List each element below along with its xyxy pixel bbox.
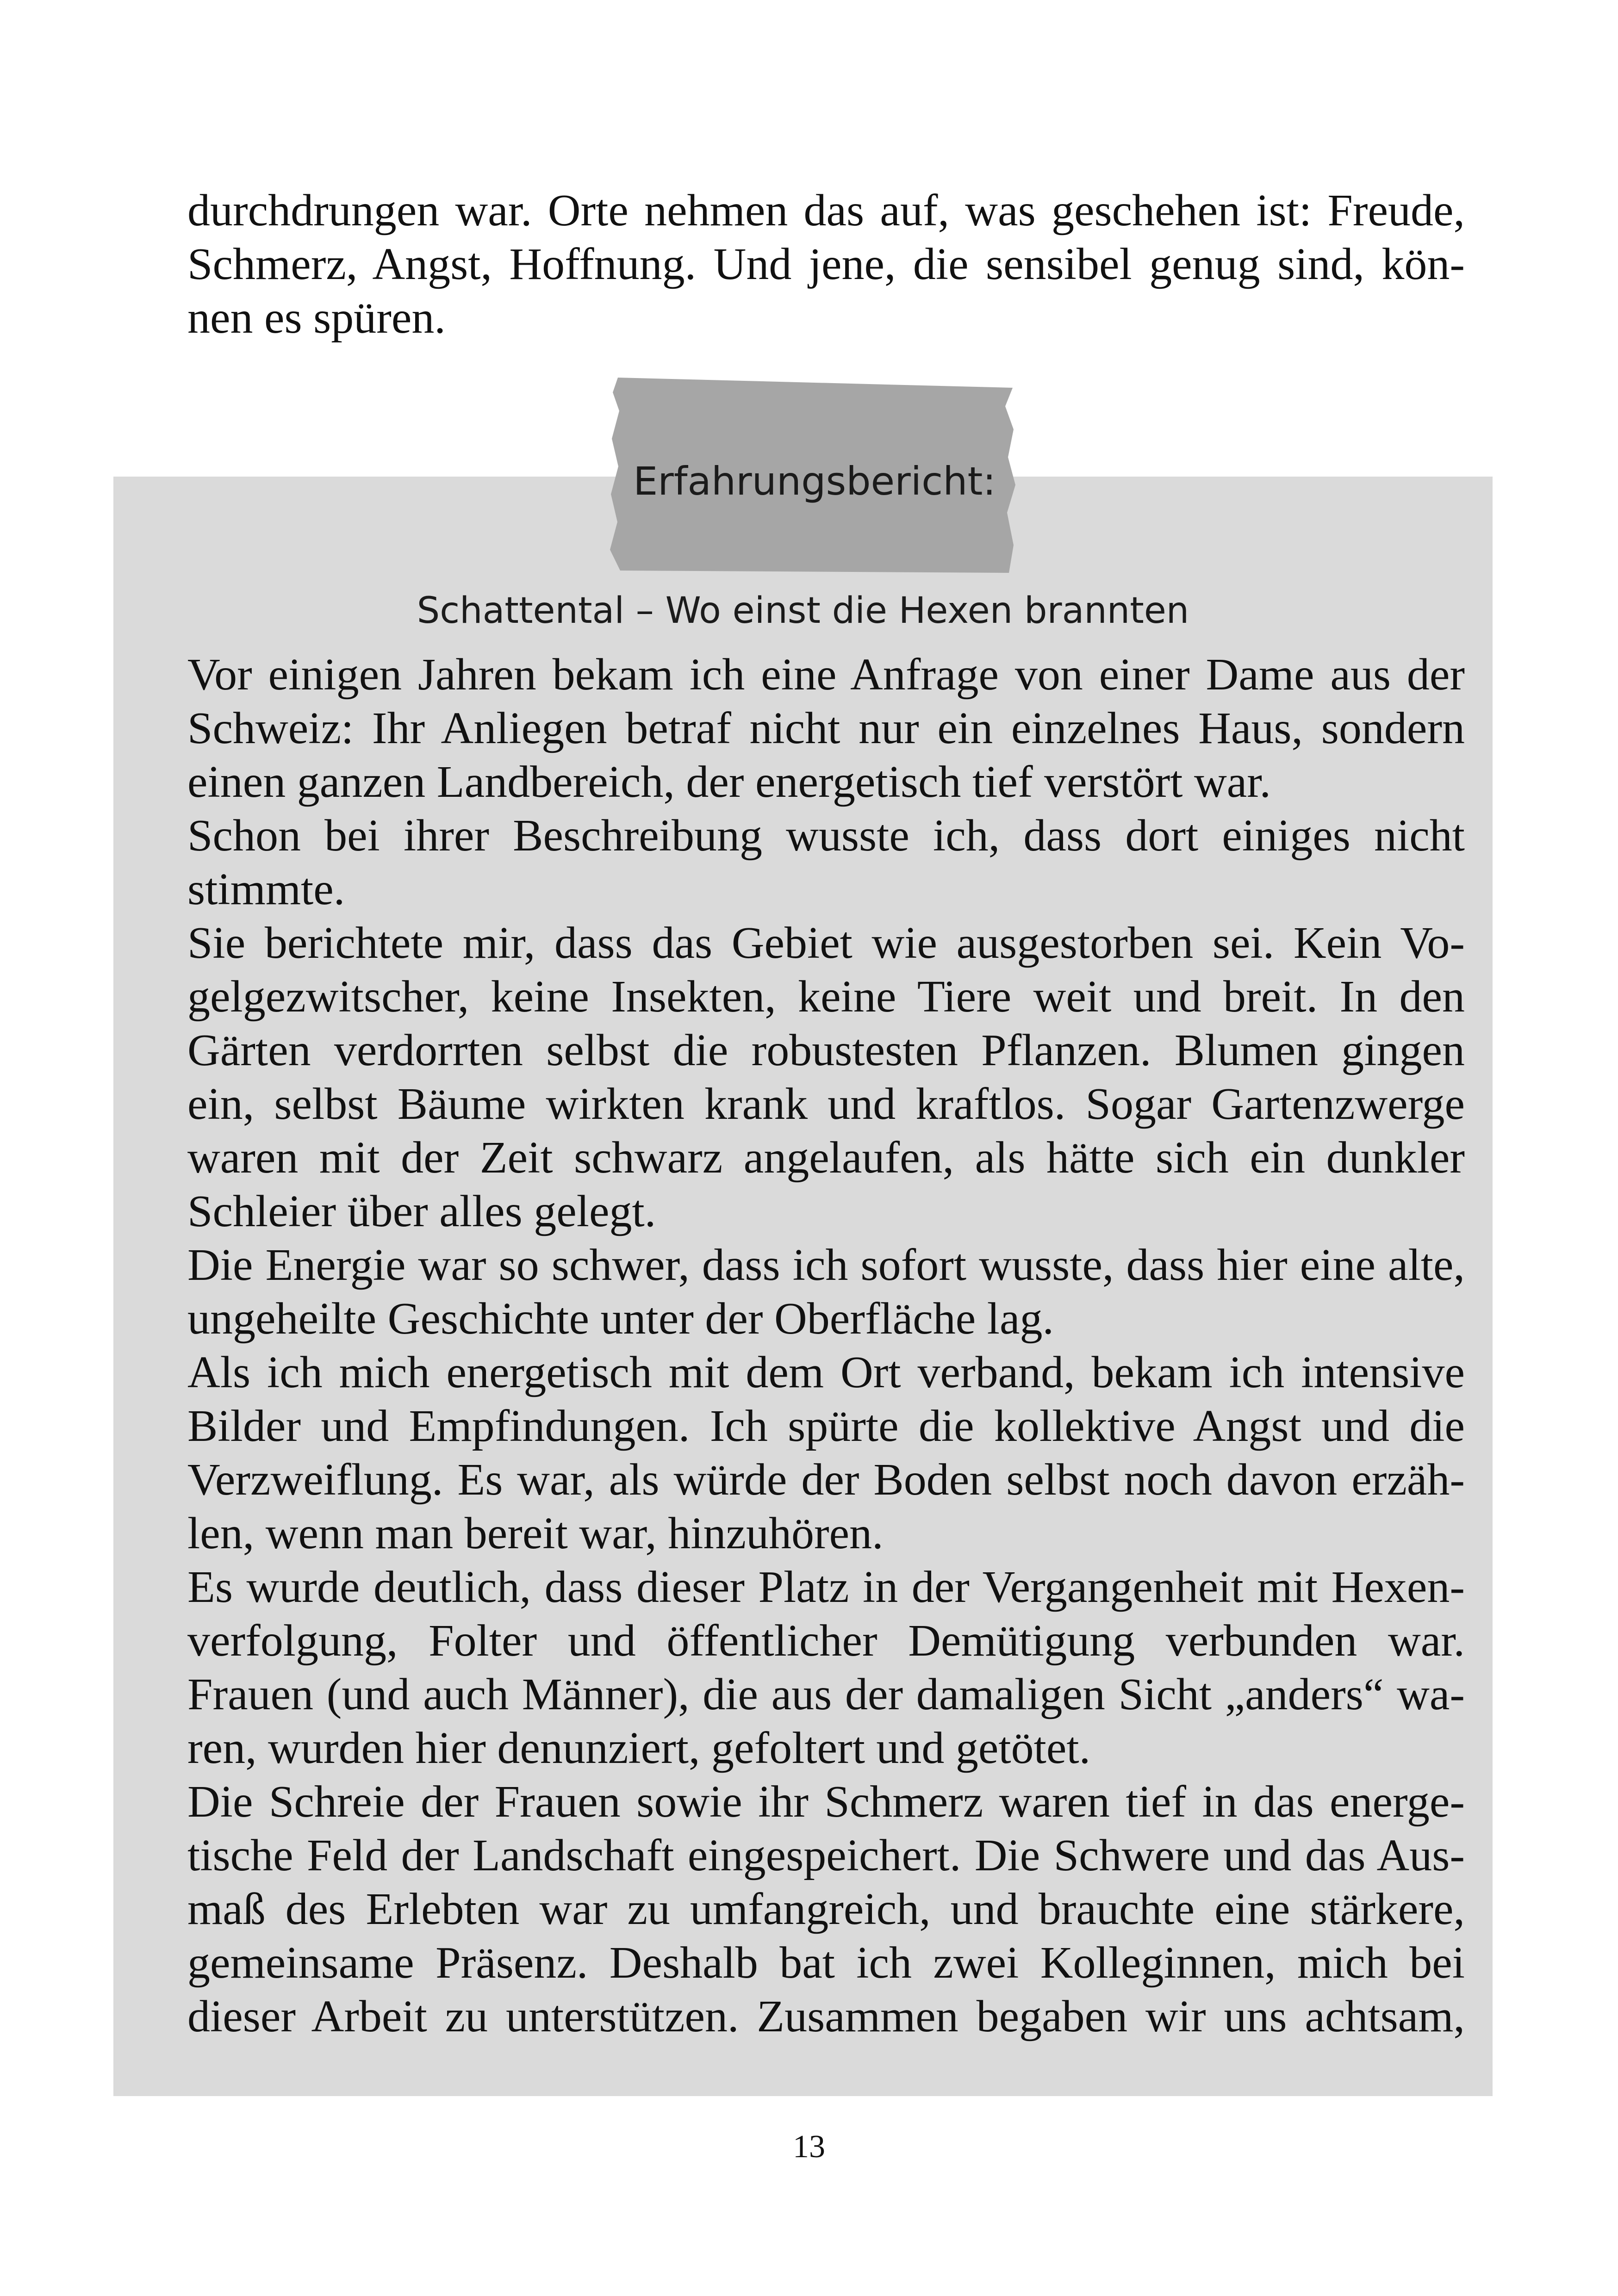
report-label-colon: : [983,459,996,504]
report-title: Schattental – Wo einst die Hexen brannten [417,590,1189,632]
body-line: Frauen (und auch Männer), die aus der damaligen Sicht „anders“ wa- [187,1669,1465,1719]
body-line: stimmte. [187,864,345,914]
report-label-text: Erfahrungsbericht [633,459,983,504]
body-line: Sie berichtete mir, dass das Gebiet wie ausgestorben sei. Kein Vo- [187,918,1465,968]
intro-line: Schmerz, Angst, Hoffnung. Und jene, die sensibel genug sind, kön- [187,239,1465,289]
body-line: Als ich mich energetisch mit dem Ort verband, bekam ich intensive [187,1347,1465,1397]
report-label [606,458,1023,504]
body-line: dieser Arbeit zu unterstützen. Zusammen begaben wir uns achtsam, [187,1992,1465,2042]
page-number: 13 [793,2129,825,2165]
body-line: ungeheilte Geschichte unter der Oberfläche lag. [187,1294,1054,1344]
body-line: Vor einigen Jahren bekam ich eine Anfrage von einer Dame aus der [187,650,1465,700]
body-line: ren, wurden hier denunziert, gefoltert und getötet. [187,1723,1091,1773]
body-line: Schleier über alles gelegt. [187,1186,656,1236]
report-body [187,648,1465,2043]
body-line: einen ganzen Landbereich, der energetisch tief verstört war. [187,757,1271,807]
body-line: Die Energie war so schwer, dass ich sofort wusste, dass hier eine alte, [187,1240,1465,1290]
body-line: gemeinsame Präsenz. Deshalb bat ich zwei Kolleginnen, mich bei [187,1938,1465,1988]
intro-paragraph [187,184,1465,345]
intro-line: nen es spüren. [187,293,446,343]
body-line: Die Schreie der Frauen sowie ihr Schmerz waren tief in das energe- [187,1777,1465,1827]
body-line: Bilder und Empfindungen. Ich spürte die kollektive Angst und die [187,1401,1465,1451]
body-line: Gärten verdorrten selbst die robustesten Pflanzen. Blumen gingen [187,1025,1465,1075]
torn-edge [113,2050,1493,2105]
intro-line: durchdrungen war. Orte nehmen das auf, was geschehen ist: Freude, [187,186,1465,236]
body-line: Es wurde deutlich, dass dieser Platz in der Vergangenheit mit Hexen- [187,1562,1465,1612]
body-line: verfolgung, Folter und öffentlicher Demütigung verbunden war. [187,1616,1465,1666]
body-line: gelgezwitscher, keine Insekten, keine Tiere weit und breit. In den [187,972,1465,1022]
body-line: maß des Erlebten war zu umfangreich, und brauchte eine stärkere, [187,1884,1465,1934]
body-line: Schweiz: Ihr Anliegen betraf nicht nur ein einzelnes Haus, sondern [187,703,1465,753]
body-line: len, wenn man bereit war, hinzuhören. [187,1508,884,1558]
body-line: tische Feld der Landschaft eingespeichert. Die Schwere und das Aus- [187,1831,1465,1880]
body-line: Verzweiflung. Es war, als würde der Boden selbst noch davon erzäh- [187,1455,1465,1505]
body-line: ein, selbst Bäume wirkten krank und kraftlos. Sogar Gartenzwerge [187,1079,1465,1129]
body-line: Schon bei ihrer Beschreibung wusste ich, dass dort einiges nicht [187,811,1465,861]
body-line: waren mit der Zeit schwarz angelaufen, als hätte sich ein dunkler [187,1133,1465,1183]
